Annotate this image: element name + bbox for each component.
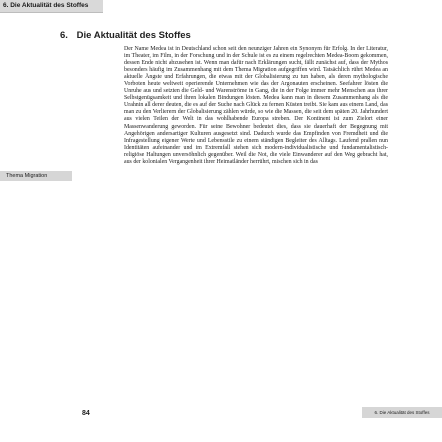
section-heading — [60, 30, 191, 41]
section-title: Die Aktualität des Stoffes — [76, 30, 191, 41]
section-number: 6. — [60, 30, 68, 41]
body-paragraph: Der Name Medea ist in Deutschland schon seit den neunziger Jahren ein Synonym für Erfolg. In der Literatur, im Theater, im Film, in der Forschung und in der Schule ist es zu einem regelrechten Medea-Boom gekommen, dessen Ende nicht abzusehen ist. Wenn man dafür nach Erklärungen sucht, fällt zunächst auf, dass der Mythos besonders häufig im Zusammenhang mit dem Thema Migration aufgegriffen wird. Tatsächlich rührt Medea an aktuelle Ängste und Erfahrungen, die etwas mit der Globalisierung zu tun haben, als deren mythologische Vorboten heute weltweit operierende Unternehmen wie das der Argonauten erscheinen. Seefahrer lösten die Unruhe aus und setzten die Geld- und Warenströme in Gang, die in der Folge immer mehr Menschen aus ihrer Selbstgenügsamkeit und ihren lokalen Bindungen lösten. Medea kann man in diesem Zusammenhang als die Urahnin all derer deuten, die es auf der Suche nach Glück zu fernen Küsten treibt. Sie kam aus einem Land, das man zu den Verlierern der Globalisierung zählen würde, so wie die Massen, die seit dem späten 20. Jahrhundert aus vielen Teilen der Welt in das wohlhabende Europa streben. Der Kontinent ist zum Zielort einer Massenwanderung geworden. Für seine Bewohner bedeutet dies, dass sie dauerhaft der Begegnung mit Angehörigen andersartiger Kulturen ausgesetzt sind. Dadurch wurde das Empfinden von Fremdheit und die Infragestellung eigener Werte und Lebensstile zu einem ständigen Begleiter des Alltags. Laufend prallen nun Identitäten aufeinander und im Extremfall stehen sich modern-individualistische und fundamentalistisch-religiöse Haltungen unversöhnlich gegenüber. Weil die Not, die viele Einwanderer auf den Weg gebracht hat, aus der kolonialen Vergangenheit ihrer Heimatländer herrührt, mischen sich in das — [124, 46, 388, 165]
footer-chapter-tab: 6. Die Aktualität des Stoffes — [362, 407, 442, 418]
margin-keyword: Thema Migration — [0, 171, 72, 181]
page-number: 84 — [82, 410, 90, 417]
chapter-tab: 6. Die Aktualität des Stoffes — [0, 0, 103, 13]
